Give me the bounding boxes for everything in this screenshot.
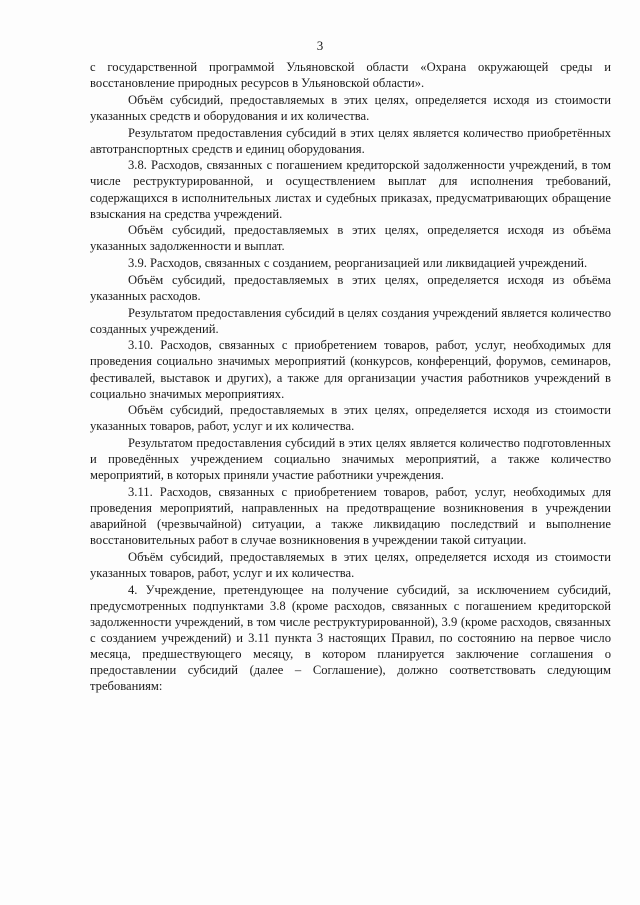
document-body bbox=[90, 59, 611, 695]
paragraph-volume-events: Объём субсидий, предоставляемых в этих целях, определяется исходя из стоимости указанных товаров, работ, услуг и их количества. bbox=[90, 403, 611, 434]
paragraph-volume-emergency: Объём субсидий, предоставляемых в этих целях, определяется исходя из стоимости указанных товаров, работ, услуг и их количества. bbox=[90, 549, 611, 581]
paragraph-result-creation: Результатом предоставления субсидий в целях создания учреждений является количество созданных учреждений. bbox=[90, 305, 611, 336]
paragraph-3-8: 3.8. Расходов, связанных с погашением кредиторской задолженности учреждений, в том числе реструктурированной, и осуществлением выплат для исполнения требований, содержащихся в исполнительных листах и судебных приказах, предусматривающих обращение взыскания на средства учреждений. bbox=[90, 158, 611, 221]
paragraph-program-reference: с государственной программой Ульяновской области «Охрана окружающей среды и восстановление природных ресурсов в Ульяновской области». bbox=[90, 60, 611, 91]
paragraph-result-events: Результатом предоставления субсидий в этих целях является количество подготовленных и проведённых учреждением социально значимых мероприятий, а также количество мероприятий, в которых приняли участие работники учреждения. bbox=[90, 436, 611, 483]
paragraph-3-9: 3.9. Расходов, связанных с созданием, реорганизацией или ликвидацией учреждений. bbox=[128, 256, 588, 271]
paragraph-volume-reorganization: Объём субсидий, предоставляемых в этих целях, определяется исходя из объёма указанных расходов. bbox=[90, 272, 611, 303]
paragraph-3-11: 3.11. Расходов, связанных с приобретением товаров, работ, услуг, необходимых для проведения мероприятий, направленных на предотвращение возникновения в учреждении аварийной (чрезвычайной) ситуации, а также ликвидацию последствий и выполнение восстановительных работ в случае возникновения в учреждении такой ситуации. bbox=[90, 484, 611, 548]
paragraph-volume-equipment: Объём субсидий, предоставляемых в этих целях, определяется исходя из стоимости указанных средств и оборудования и их количества. bbox=[90, 92, 611, 123]
paragraph-result-equipment: Результатом предоставления субсидий в этих целях является количество приобретённых автотранспортных средств и единиц оборудования. bbox=[90, 125, 611, 156]
paragraph-3-10: 3.10. Расходов, связанных с приобретением товаров, работ, услуг, необходимых для проведения социально значимых мероприятий (конкурсов, конференций, форумов, семинаров, фестивалей, выставок и других), а также для организации участия работников учреждений в социально значимых мероприятиях. bbox=[90, 338, 611, 401]
paragraph-volume-debt: Объём субсидий, предоставляемых в этих целях, определяется исходя из объёма указанных задолженности и выплат. bbox=[90, 223, 611, 254]
page-number: 3 bbox=[316, 38, 324, 53]
paragraph-4-requirements: 4. Учреждение, претендующее на получение субсидий, за исключением субсидий, предусмотренных подпунктами 3.8 (кроме расходов, связанных с погашением кредиторской задолженности учреждений, в том числе реструктурированной), 3.9 (кроме расходов, связанных с созданием учреждений) и 3.11 пункта 3 настоящих Правил, по состоянию на первое число месяца, предшествующего месяцу, в котором планируется заключение соглашения о предоставлении субсидий (далее – Соглашение), должно соответствовать следующим требованиям: bbox=[90, 582, 611, 694]
